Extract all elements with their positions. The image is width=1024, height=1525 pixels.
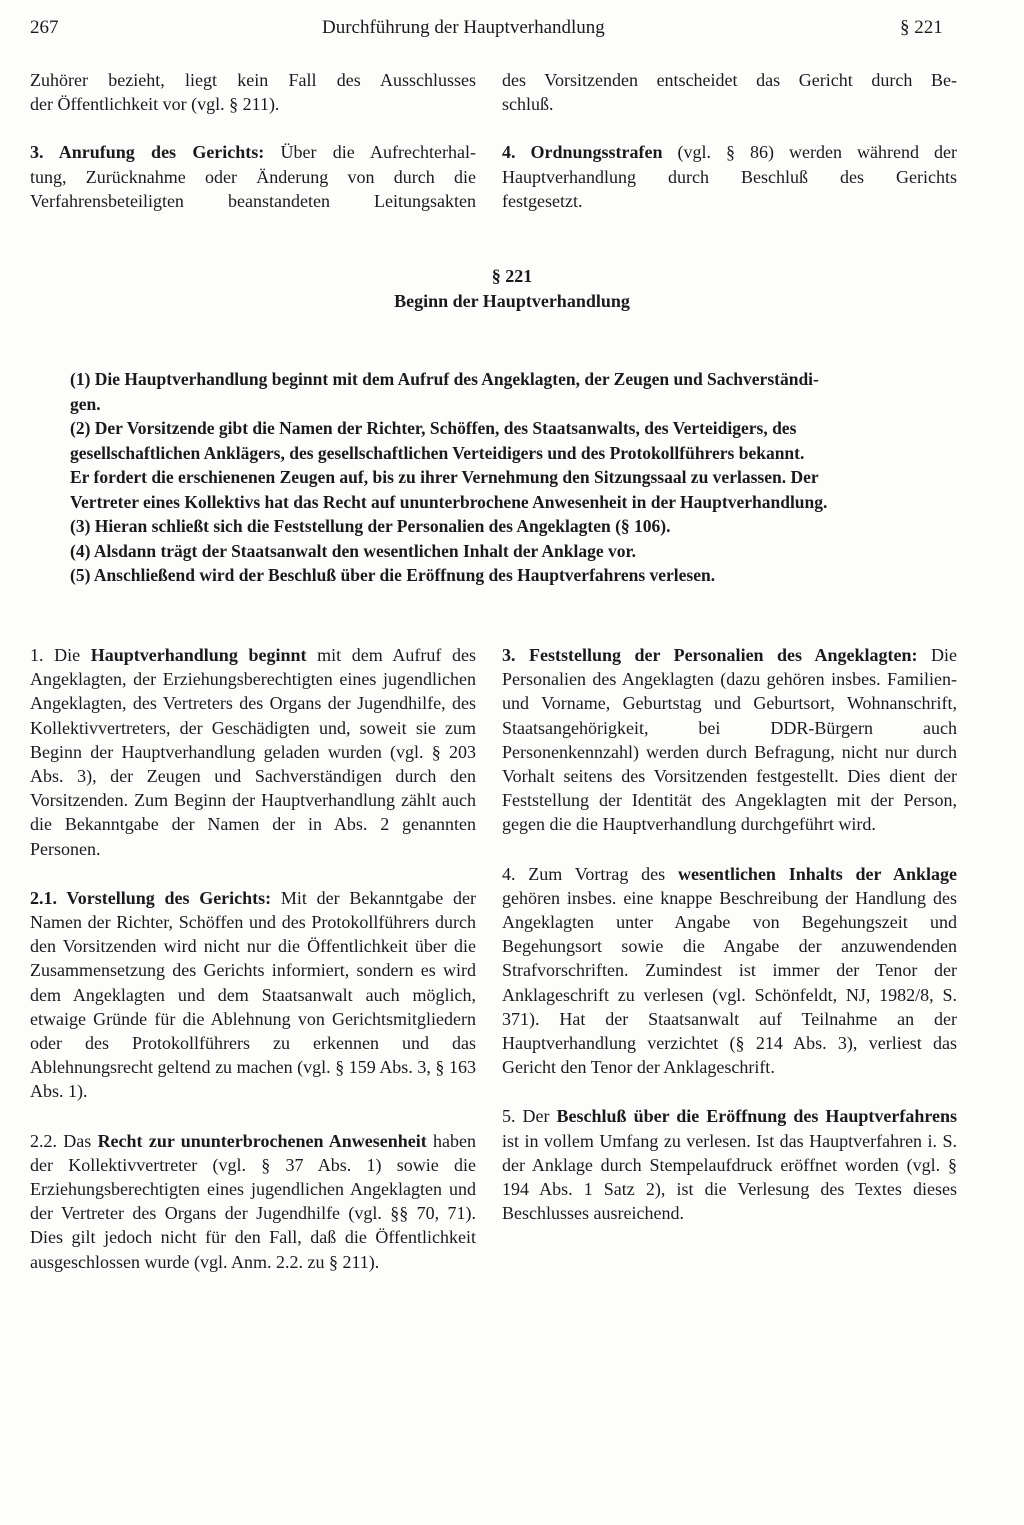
note-text: ist in vollem Umfang zu verlesen. Ist das Hauptverfahren i. S. der Anklage durch Stempelaufdruck eröffnet worden (vgl. § 194 Abs. 1 Satz 2), ist die Verlesung des Textes dieses Beschlusses ausreichend.: [502, 1130, 957, 1224]
text-line: (vgl. § 86) werden während der: [662, 142, 957, 163]
note-text: Mit der Bekanntgabe der Namen der Richter, Schöffen und des Protokollführers durch den Vorsitzenden wird nicht nur die Öffentlichkeit über die Zusammensetzung des Gerichts informiert, sondern es wird dem Angeklagten und dem Staatsanwalt auch möglich, etwaige Gründe für die Ablehnung von Gerichtsmitgliedern oder des Protokollführers zu erkennen und das Ablehnungsrecht geltend zu machen (vgl. § 159 Abs. 3, § 163 Abs. 1).: [30, 887, 476, 1102]
text-line: Hauptverhandlung durch Beschluß des Gerichts: [502, 166, 957, 187]
law-paragraph-1: (1) Die Hauptverhandlung beginnt mit dem Aufruf des Angeklagten, der Zeugen und Sachverständi-: [70, 369, 819, 389]
item-4: [502, 140, 957, 164]
note-2-1: [30, 886, 476, 1104]
commentary-right: [502, 643, 957, 1250]
note-keyword: wesentlichen Inhalts der Anklage: [677, 863, 957, 884]
text-line: Über die Aufrechterhal-: [264, 142, 476, 163]
law-paragraph-3: (3) Hieran schließt sich die Feststellung der Personalien des Angeklagten (§ 106).: [70, 516, 671, 536]
note-3: [502, 643, 957, 837]
running-title: Durchführung der Hauptverhandlung: [322, 17, 605, 38]
note-keyword: 2.1. Vorstellung des Gerichts:: [30, 887, 272, 908]
law-paragraph-2-cont: gesellschaftlichen Anklägers, des gesellschaftlichen Verteidigers und des Protokollführers bekannt.: [70, 442, 805, 463]
top-right-column: [502, 68, 957, 213]
note-keyword: 3. Feststellung der Personalien des Angeklagten:: [502, 645, 918, 665]
top-left-column: [30, 68, 476, 213]
law-paragraph-2: (2) Der Vorsitzende gibt die Namen der Richter, Schöffen, des Staatsanwalts, des Verteidigers, des: [70, 418, 797, 438]
note-keyword: Recht zur ununterbrochenen Anwesenheit: [97, 1130, 427, 1151]
law-paragraph-5: (5) Anschließend wird der Beschluß über die Eröffnung des Hauptverfahrens verlesen.: [70, 565, 716, 585]
item-heading: 4. Ordnungsstrafen: [502, 142, 663, 163]
note-2-2: [30, 1129, 476, 1274]
page-number: 267: [30, 17, 59, 38]
note-prefix: 2.2. Das: [30, 1130, 98, 1151]
text-line: des Vorsitzenden entscheidet das Gericht durch Be-: [502, 70, 957, 90]
note-prefix: 4. Zum Vortrag des: [502, 863, 678, 884]
note-text: mit dem Aufruf des Angeklagten, der Erziehungsberechtigten eines jugendlichen Angeklagten, des Vertreters des Organs der Jugendhilfe, des Kollektivvertreters, der Geschädigten und, soweit sie zum Beginn der Hauptverhandlung geladen wurden (vgl. § 203 Abs. 3), der Zeugen und Sachverständigen durch den Vorsitzenden. Zum Beginn der Hauptverhandlung zählt auch die Bekanntgabe der Namen der in Abs. 2 genannten Personen.: [30, 645, 476, 859]
note-prefix: 1. Die: [30, 645, 91, 665]
note-4: [502, 862, 957, 1080]
section-number: § 221: [491, 266, 533, 286]
note-1: [30, 643, 476, 861]
note-text: haben der Kollektivvertreter (vgl. § 37 Abs. 1) sowie die Erziehungsberechtigten eines jugendlichen Angeklagten und der Vertreter des Organs der Jugendhilfe (vgl. §§ 70, 71). Dies gilt jedoch nicht für den Fall, daß die Öffentlichkeit ausgeschlossen wurde (vgl. Anm. 2.2. zu § 211).: [30, 1130, 477, 1272]
section-title: Beginn der Hauptverhandlung: [394, 291, 630, 311]
text-line: festgesetzt.: [502, 190, 583, 211]
text-line: Zuhörer bezieht, liegt kein Fall des Ausschlusses: [30, 70, 476, 90]
note-text: Die Personalien des Angeklagten (dazu gehören insbes. Familien- und Vorname, Geburtstag und Geburtsort, Wohnanschrift, Staatsangehörigkeit, bei DDR-Bürgern auch Personenkennzahl) werden durch Befragung, nicht nur durch Vorhalt seitens des Vorsitzenden festgestellt. Dies dient der Feststellung der Identität des Angeklagten mit der Person, gegen die die Hauptverhandlung durchgeführt wird.: [502, 645, 957, 835]
law-text: [70, 367, 910, 588]
text-line: tung, Zurücknahme oder Änderung von durch die: [30, 166, 476, 187]
note-text: gehören insbes. eine knappe Beschreibung der Handlung des Angeklagten unter Angabe von Begehungszeit und Begehungsort sowie die Angabe der anzuwendenden Strafvorschriften. Zumindest ist immer der Tenor der Anklageschrift zu verlesen (vgl. Schönfeldt, NJ, 1982/8, S. 371). Hat der Staatsanwalt auf Teilnahme an der Hauptverhandlung verzichtet (§ 214 Abs. 3), verliest das Gericht den Tenor der Anklageschrift.: [502, 887, 957, 1078]
law-paragraph-2-cont: Er fordert die erschienenen Zeugen auf, bis zu ihrer Vernehmung den Sitzungssaal zu verlassen. Der: [70, 467, 819, 487]
text-line: der Öffentlichkeit vor (vgl. § 211).: [30, 94, 280, 115]
law-paragraph-4: (4) Alsdann trägt der Staatsanwalt den wesentlichen Inhalt der Anklage vor.: [70, 540, 637, 561]
law-paragraph-1-cont: gen.: [70, 393, 101, 414]
note-prefix: 5. Der: [502, 1106, 557, 1127]
item-heading: 3. Anrufung des Gerichts:: [30, 142, 265, 163]
item-3: [30, 140, 476, 164]
commentary-left: [30, 643, 476, 1299]
text-line: schluß.: [502, 94, 554, 115]
text-line: Verfahrensbeteiligten beanstandeten Leitungsakten: [30, 190, 476, 211]
section-ref: § 221: [900, 17, 943, 38]
law-paragraph-2-cont: Vertreter eines Kollektivs hat das Recht auf ununterbrochene Anwesenheit in der Hauptverhandlung.: [70, 491, 828, 512]
note-keyword: Beschluß über die Eröffnung des Hauptverfahrens: [556, 1106, 958, 1127]
note-5: [502, 1104, 957, 1225]
note-keyword: Hauptverhandlung beginnt: [90, 645, 307, 665]
